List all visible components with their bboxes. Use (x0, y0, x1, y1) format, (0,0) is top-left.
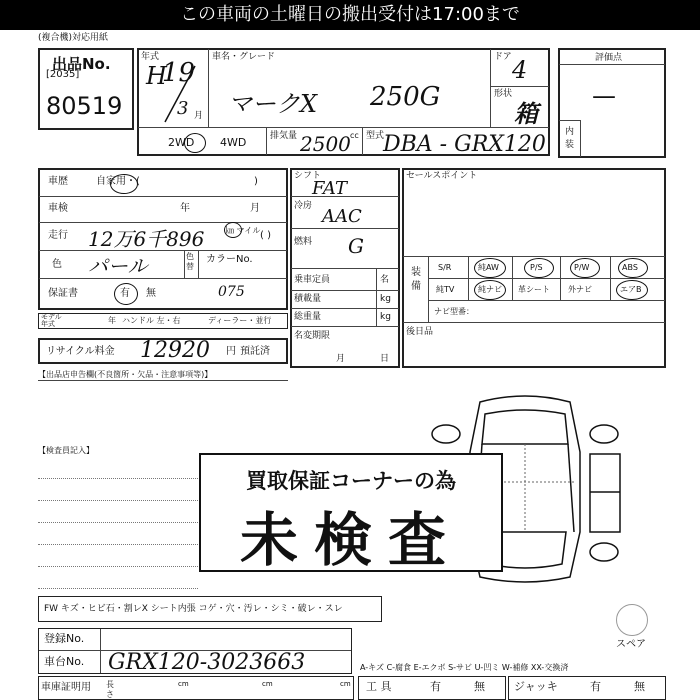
stamp-subtitle: 買取保証コーナーの為 (246, 469, 456, 493)
fuel-label: 燃料 (294, 237, 313, 247)
cert-cm-1: cm (178, 680, 189, 688)
warranty-note: 075 (218, 284, 245, 300)
gross-weight-unit: kg (380, 312, 391, 322)
stamp-title: 未検査 (239, 506, 462, 574)
history-circle (110, 174, 138, 194)
color-label: 色 (52, 259, 62, 270)
drive-opt1: 2WD (168, 136, 195, 149)
recycle-label: リサイクル料金 (46, 346, 115, 357)
equip-row1-3: P/W (574, 263, 590, 272)
model-year-label: モデル年式 (41, 313, 62, 328)
equip-row2-2: 革シート (518, 285, 550, 294)
registration-label: 登録No. (44, 632, 85, 645)
year-month-unit: 月 (194, 111, 204, 121)
load-unit: kg (380, 294, 391, 304)
warranty-label: 保証書 (48, 288, 78, 299)
form-title: (複合機)対応用紙 (38, 33, 109, 43)
spare-circle (616, 604, 648, 636)
not-inspected-stamp (199, 453, 503, 572)
equip-row2-1: 純ナビ (478, 285, 502, 294)
inspection-year: 年 (180, 203, 190, 214)
equip-row2-3: 外ナビ (568, 285, 592, 294)
ac-value: AAC (322, 206, 362, 227)
displacement-unit: cc (350, 131, 359, 140)
year-value: 19 (162, 58, 196, 88)
score-value: — (592, 82, 616, 110)
color-no-label: カラーNo. (206, 254, 253, 265)
lot-box (38, 48, 134, 130)
displacement-value: 2500 (300, 132, 351, 156)
mileage-value: 12万6千896 (88, 227, 205, 251)
mileage-label: 走行 (48, 230, 68, 241)
banner: この車両の土曜日の搬出受付は17:00まで (0, 0, 700, 30)
model-year-handle: ハンドル 左・右 (122, 316, 181, 325)
model-type-value: DBA - GRX120 (383, 132, 546, 157)
recycle-unit: 円 (226, 346, 236, 357)
equip-row1-1: 純AW (478, 263, 499, 272)
ac-label: 冷房 (294, 201, 313, 211)
fuel-value: G (348, 234, 364, 258)
warranty-has: 有 (120, 288, 130, 299)
warranty-none: 無 (146, 288, 156, 299)
color-change-label: 色替 (186, 252, 194, 271)
sales-point-label: セールスポイント (406, 171, 478, 181)
change-date-day: 日 (380, 354, 390, 364)
jack-none: 無 (634, 680, 645, 693)
displacement-label: 排気量 (270, 131, 298, 141)
color-value: パール (88, 254, 148, 278)
cert-cm-3: cm (340, 680, 351, 688)
damage-legend: A-キズ C-腐食 E-エクボ S-サビ U-凹ミ W-補修 XX-交換済 (360, 663, 569, 672)
equip-circle-2 (524, 258, 554, 278)
recycle-status: 預託済 (240, 346, 270, 357)
mileage-paren: ( ) (260, 230, 271, 241)
equip-row1-2: P/S (530, 263, 543, 272)
door-label: ドア (494, 52, 512, 62)
gross-weight-label: 総重量 (294, 312, 322, 322)
inspector-label: 【検査員記入】 (38, 446, 94, 455)
nav-label: ナビ型番： (434, 307, 474, 316)
inspection-month: 月 (250, 203, 260, 214)
equip-circle-5 (474, 280, 506, 300)
lot-code: [2035] (46, 69, 80, 80)
cert-label: 車庫証明用 (41, 682, 91, 693)
equip-row1-0: S/R (438, 263, 452, 272)
cert-cm-2: cm (262, 680, 273, 688)
spare-label: スペア (616, 639, 646, 650)
equip-circle-1 (474, 258, 506, 278)
chassis-value: GRX120-3023663 (108, 650, 306, 675)
declaration-label: 【出品店申告欄(不良箇所・欠品・注意事項等)】 (38, 370, 213, 379)
after-label: 後日品 (406, 327, 434, 337)
year-month: 3 (177, 98, 189, 119)
tools-none: 無 (474, 680, 485, 693)
model-type-label: 型式 (366, 131, 385, 141)
drive-circle (184, 133, 206, 153)
lot-label: 出品No. (52, 55, 111, 73)
drive-opt2: 4WD (220, 136, 247, 149)
interior-label: 内装 (565, 127, 575, 150)
inspection-label: 車検 (48, 203, 68, 214)
equip-row1-4: ABS (622, 263, 638, 272)
history-label: 車歴 (48, 176, 68, 187)
name-label: 車名・グレード (212, 52, 276, 62)
shift-value: FAT (312, 178, 347, 199)
model-year-year: 年 (108, 316, 116, 325)
fw-row-text: FW キズ・ヒビ石・割レX シート内張 コゲ・穴・汚レ・シミ・破レ・スレ (44, 604, 343, 614)
cert-length: 長さ (106, 680, 114, 699)
year-era: H (146, 62, 167, 90)
lot-number: 80519 (46, 92, 123, 120)
chassis-label: 車台No. (44, 655, 85, 668)
door-value: 4 (512, 56, 528, 84)
equipment-label: 装備 (411, 267, 421, 292)
model-year-dealer: ディーラー・並行 (208, 316, 272, 325)
mileage-unit: ㎞ マイル (226, 226, 261, 235)
load-label: 積載量 (294, 294, 322, 304)
score-label: 評価点 (595, 53, 623, 63)
equip-circle-6 (616, 280, 648, 300)
equip-row2-4: エアB (620, 285, 642, 294)
shape-label: 形状 (494, 89, 513, 99)
shift-label: シフト (294, 171, 322, 181)
mileage-circle (224, 222, 242, 238)
jack-has: 有 (590, 680, 601, 693)
warranty-circle (114, 283, 138, 305)
name-grade: 250G (370, 82, 441, 112)
history-close: ) (254, 176, 258, 187)
capacity-label: 乗車定員 (294, 275, 331, 285)
recycle-value: 12920 (140, 338, 210, 363)
capacity-unit: 名 (380, 275, 390, 285)
name-model: マークX (228, 90, 318, 118)
jack-label: ジャッキ (514, 680, 558, 693)
equip-circle-3 (570, 258, 600, 278)
equip-circle-4 (618, 258, 648, 278)
equip-row2-0: 純TV (436, 285, 455, 294)
tools-label: 工 具 (366, 680, 392, 693)
shape-value: 箱 (514, 99, 538, 128)
year-label: 年式 (141, 52, 160, 62)
change-date-label: 名変期限 (294, 331, 331, 341)
history-options: 自家用・( (96, 176, 140, 187)
change-date-month: 月 (336, 354, 346, 364)
tools-has: 有 (430, 680, 441, 693)
